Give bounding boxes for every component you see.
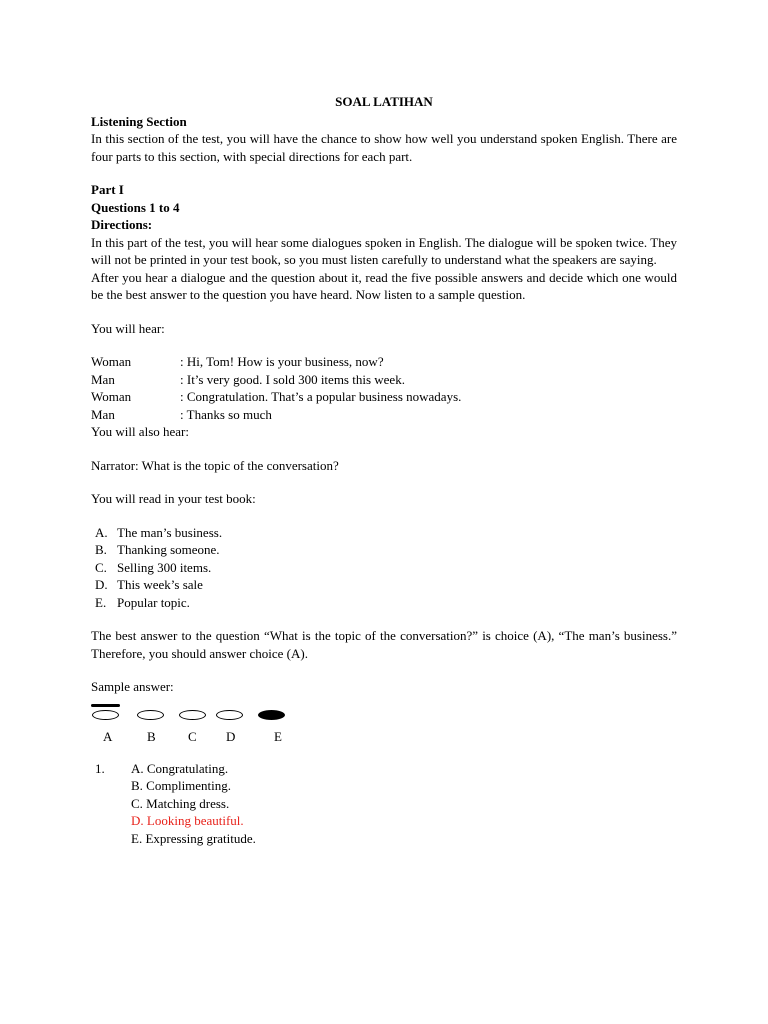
option-letter: B. [95,542,107,557]
sample-option [91,559,677,577]
answer-letter: C [188,728,197,744]
sample-option [91,524,677,542]
option-text: The man’s business. [117,524,223,540]
option-letter: A. [95,524,108,540]
answer-letter: A [103,728,113,744]
dialogue-speaker: Woman [91,354,132,369]
question-option-highlighted: D. Looking beautiful. [131,813,244,828]
section-heading: Listening Section [91,113,187,129]
dialogue-line [91,353,677,371]
dialogue-text: : Hi, Tom! How is your business, now? [180,354,384,369]
dialogue-line [91,388,677,406]
you-will-also-hear-label: You will also hear: [91,424,189,439]
option-letter: C. [95,559,107,575]
sample-option [91,594,677,612]
question-option: A. Congratulating. [131,760,229,776]
option-text: Selling 300 items. [117,559,212,575]
answer-underline-mark [91,704,120,707]
directions-label: Directions: [91,217,153,232]
option-text: This week’s sale [117,577,203,592]
dialogue-speaker: Woman [91,389,132,404]
narrator-question: Narrator: What is the topic of the conversation? [91,457,339,473]
page-title: SOAL LATIHAN [335,94,433,109]
answer-bubble-a [92,710,119,720]
you-will-read-label: You will read in your test book: [91,491,256,506]
answer-letter: B [147,728,156,744]
answer-letter: D [226,728,236,744]
answer-letters [91,726,677,754]
question-option: B. Complimenting. [131,778,232,793]
option-text: Popular topic. [117,594,190,610]
question-1-options [118,760,256,848]
option-letter: D. [95,577,108,592]
directions-paragraph-2: After you hear a dialogue and the question about it, read the five possible answers and decide which one would be the best answer to the question you have heard. Now listen to a sample question. [91,269,677,302]
option-letter: E. [95,594,107,610]
dialogue-line [91,371,677,389]
answer-bubble-c [179,710,206,720]
you-will-hear-label: You will hear: [91,320,165,336]
dialogue-speaker: Man [91,371,115,387]
sample-option [91,541,677,559]
dialogue-text: : Thanks so much [180,406,272,422]
question-number: 1. [95,760,105,776]
dialogue-text: : It’s very good. I sold 300 items this week. [180,371,405,387]
questions-range: Questions 1 to 4 [91,199,180,215]
dialogue-line [91,406,677,424]
sample-option [91,576,677,594]
question-option: C. Matching dress. [131,795,230,811]
section-intro: In this section of the test, you will have the chance to show how well you understand spoken English. There are four parts to this section, with special directions for each part. [91,131,677,164]
directions-paragraph-1: In this part of the test, you will hear some dialogues spoken in English. The dialogue will be spoken twice. They will not be printed in your test book, so you must listen carefully to understand what the speakers are saying. [91,234,677,267]
sample-answer-label: Sample answer: [91,679,174,694]
answer-bubble-d [216,710,243,720]
question-option: E. Expressing gratitude. [131,830,256,846]
answer-bubble-b [137,710,164,720]
option-text: Thanking someone. [117,542,220,557]
dialogue-speaker: Man [91,406,115,422]
dialogue-text: : Congratulation. That’s a popular business nowadays. [180,389,462,404]
best-answer-explanation: The best answer to the question “What is the topic of the conversation?” is choice (A), “The man’s business.” Therefore, you should answer choice (A). [91,628,677,661]
document-page [91,93,677,847]
question-1 [91,760,677,848]
answer-letter: E [274,728,282,744]
dialogue [91,353,677,423]
answer-bubble-e-filled [258,710,285,720]
part-label: Part I [91,182,124,197]
sample-options [91,524,677,612]
